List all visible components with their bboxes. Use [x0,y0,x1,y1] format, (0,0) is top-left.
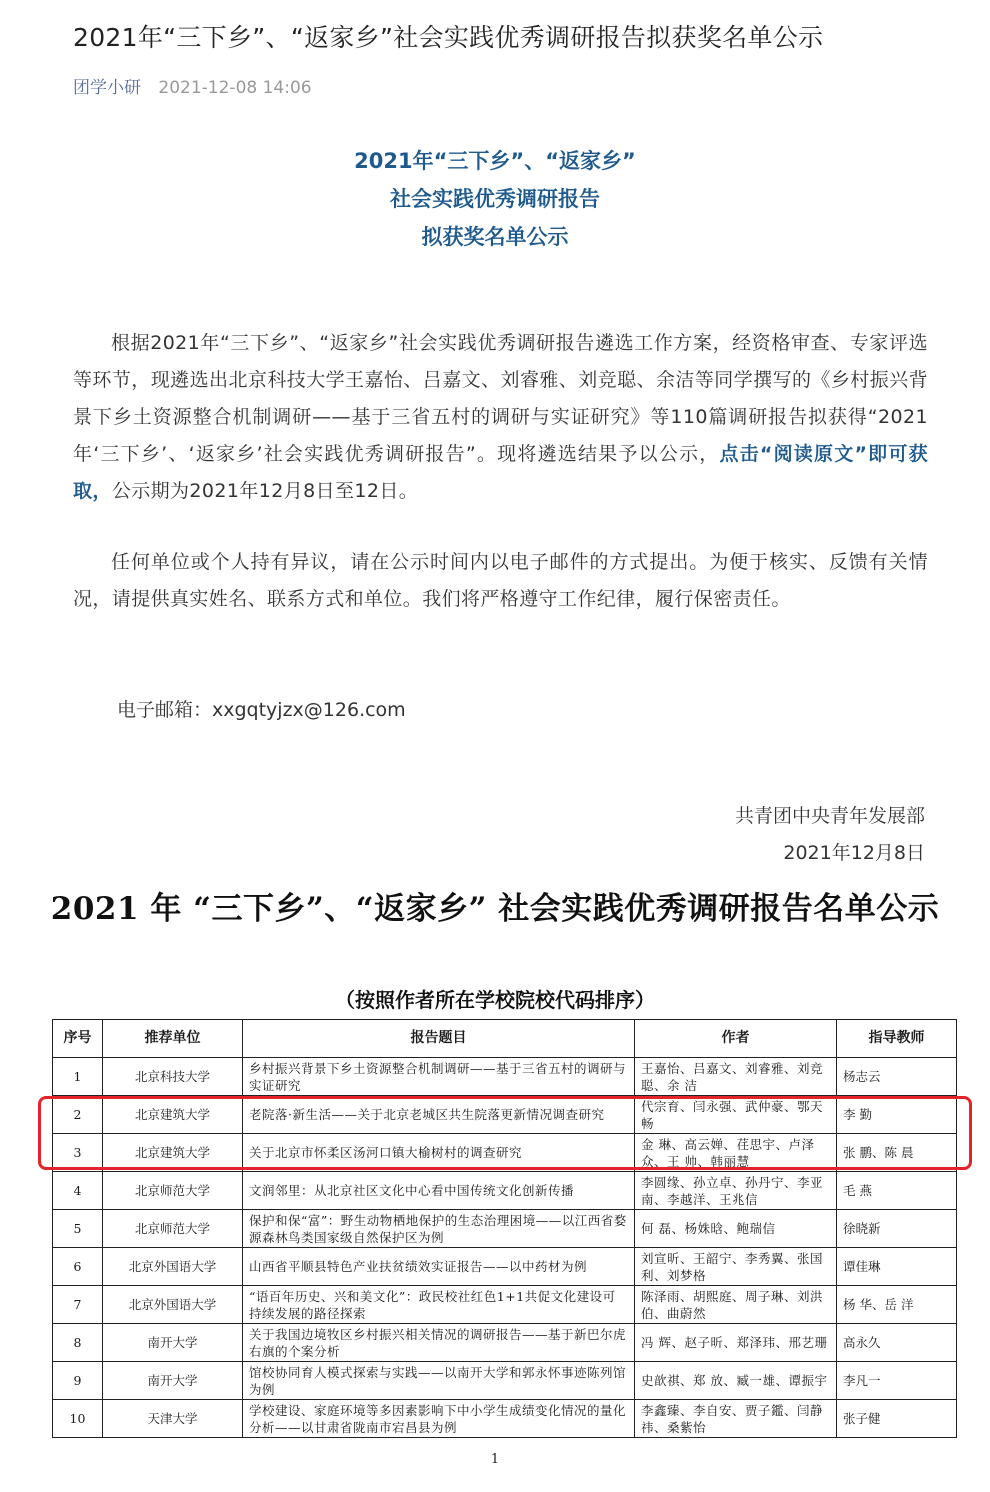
notice-heading-line1: 2021年“三下乡”、“返家乡” [354,149,636,173]
table-header-row [53,1020,957,1058]
row-advisor: 毛 燕 [837,1172,957,1210]
notice-heading [0,142,990,256]
table-row [53,1362,957,1400]
table-row [53,1286,957,1324]
row-authors: 何 磊、杨姝晗、鲍瑞信 [635,1210,837,1248]
row-number: 5 [53,1210,103,1248]
row-advisor: 李凡一 [837,1362,957,1400]
row-title: 关于北京市怀柔区汤河口镇大榆树村的调查研究 [243,1134,635,1172]
row-advisor: 张子健 [837,1400,957,1438]
row-title: 保护和保“富”：野生动物栖地保护的生态治理困境——以江西省婺源森林鸟类国家级自然保护区为例 [243,1210,635,1248]
row-number: 10 [53,1400,103,1438]
row-advisor: 杨志云 [837,1058,957,1096]
row-authors: 代宗育、闫永强、武仲豪、鄂天畅 [635,1096,837,1134]
row-unit: 北京外国语大学 [103,1286,243,1324]
header-title: 报告题目 [243,1020,635,1058]
header-advisor: 指导教师 [837,1020,957,1058]
article-meta [73,74,312,102]
row-title: 关于我国边境牧区乡村振兴相关情况的调研报告——基于新巴尔虎右旗的个案分析 [243,1324,635,1362]
row-unit: 北京师范大学 [103,1172,243,1210]
row-unit: 南开大学 [103,1362,243,1400]
table-row [53,1172,957,1210]
row-number: 7 [53,1286,103,1324]
document-title: 2021 年 “三下乡”、“返家乡” 社会实践优秀调研报告名单公示 [50,891,940,927]
row-authors: 李鑫臻、李自安、贾子鑑、闫静祎、桑紫怡 [635,1400,837,1438]
row-unit: 北京师范大学 [103,1210,243,1248]
read-original-link[interactable]: 点击“阅读原文”即可获取， [73,443,928,502]
contact-email: 电子邮箱：xxgqtyjzx@126.com [117,699,406,721]
award-list-table [52,1019,957,1438]
highlight-box [38,1096,972,1170]
row-advisor: 徐晓新 [837,1210,957,1248]
row-unit: 北京外国语大学 [103,1248,243,1286]
table-row [53,1324,957,1362]
signature-org: 共青团中央青年发展部 [734,805,925,827]
notice-heading-line3: 拟获奖名单公示 [421,225,569,249]
row-number: 1 [53,1058,103,1096]
row-title: 老院落·新生活——关于北京老城区共生院落更新情况调查研究 [243,1096,635,1134]
row-unit: 南开大学 [103,1324,243,1362]
row-advisor: 张 鹏、陈 晨 [837,1134,957,1172]
row-authors: 金 琳、高云婵、荏思宇、卢泽众、王 帅、韩丽慧 [635,1134,837,1172]
row-title: “语百年历史、兴和美文化”：政民校社红色1+1共促文化建设可持续发展的路径探索 [243,1286,635,1324]
table-row [53,1058,957,1096]
row-unit: 北京建筑大学 [103,1096,243,1134]
table-row [53,1400,957,1438]
article-title: 2021年“三下乡”、“返家乡”社会实践优秀调研报告拟获奖名单公示 [73,23,824,52]
intro-text: 根据2021年“三下乡”、“返家乡”社会实践优秀调研报告遴选工作方案，经资格审查、专家评选等环节，现遴选出北京科技大学王嘉怡、吕嘉文、刘睿雅、刘竞聪、余洁等同学撰写的《乡村振兴背景下乡土资源整合机制调研——基于三省五村的调研与实证研究》等110篇调研报告拟获得“2021年‘三下乡’、‘返家乡’社会实践优秀调研报告”。现将遴选结果予以公示， [73,332,928,465]
table-row [53,1248,957,1286]
signature-date: 2021年12月8日 [783,842,925,864]
row-title: 文润邻里：从北京社区文化中心看中国传统文化创新传播 [243,1172,635,1210]
row-title: 学校建设、家庭环境等多因素影响下中小学生成绩变化情况的量化分析——以甘肃省陇南市宕昌县为例 [243,1400,635,1438]
row-authors: 陈泽雨、胡熙庭、周子琳、刘洪伯、曲蔚然 [635,1286,837,1324]
row-number: 4 [53,1172,103,1210]
row-title: 山西省平顺县特色产业扶贫绩效实证报告——以中药材为例 [243,1248,635,1286]
row-number: 6 [53,1248,103,1286]
row-unit: 北京科技大学 [103,1058,243,1096]
row-number: 3 [53,1134,103,1172]
row-advisor: 李 勤 [837,1096,957,1134]
document-subtitle: （按照作者所在学校院校代码排序） [335,988,655,1012]
row-authors: 李圆缘、孙立卓、孙丹宁、李亚南、李越洋、王兆信 [635,1172,837,1210]
row-advisor: 谭佳琳 [837,1248,957,1286]
row-title: 乡村振兴背景下乡土资源整合机制调研——基于三省五村的调研与实证研究 [243,1058,635,1096]
table-row [53,1210,957,1248]
header-no: 序号 [53,1020,103,1058]
row-unit: 天津大学 [103,1400,243,1438]
intro-tail: 公示期为2021年12月8日至12日。 [111,480,419,502]
header-authors: 作者 [635,1020,837,1058]
row-authors: 刘宣昕、王韶宁、李秀翼、张国利、刘梦格 [635,1248,837,1286]
row-authors: 史歆祺、郑 放、臧一雄、谭振宇 [635,1362,837,1400]
row-advisor: 高永久 [837,1324,957,1362]
row-title: 馆校协同育人模式探索与实践——以南开大学和郭永怀事迹陈列馆为例 [243,1362,635,1400]
row-advisor: 杨 华、岳 洋 [837,1286,957,1324]
header-unit: 推荐单位 [103,1020,243,1058]
notice-heading-line2: 社会实践优秀调研报告 [390,187,600,211]
intro-paragraph [73,325,928,510]
account-name-link[interactable]: 团学小研 [73,78,141,98]
row-number: 9 [53,1362,103,1400]
row-number: 2 [53,1096,103,1134]
objection-paragraph: 任何单位或个人持有异议，请在公示时间内以电子邮件的方式提出。为便于核实、反馈有关情况，请提供真实姓名、联系方式和单位。我们将严格遵守工作纪律，履行保密责任。 [73,551,928,610]
row-number: 8 [53,1324,103,1362]
row-authors: 冯 辉、赵子昕、郑泽玮、邢艺珊 [635,1324,837,1362]
row-authors: 王嘉怡、吕嘉文、刘睿雅、刘竞聪、余 洁 [635,1058,837,1096]
page-number: 1 [490,1452,500,1467]
row-unit: 北京建筑大学 [103,1134,243,1172]
publish-date: 2021-12-08 14:06 [158,78,312,98]
